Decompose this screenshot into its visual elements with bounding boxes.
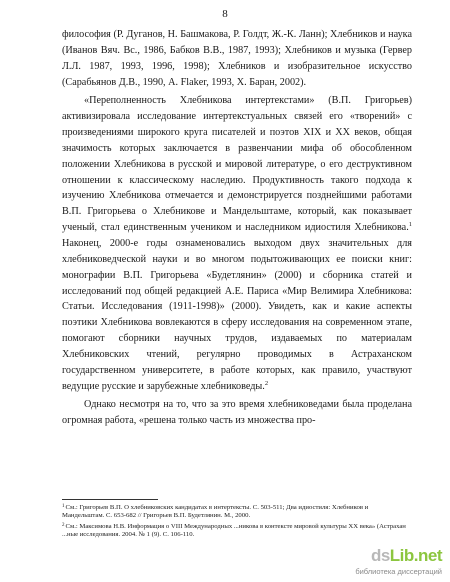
footnote-1-text: См.: Григорьев В.П. О хлебниковских кандидатах в интертексты. С. 503-511; Два идиостиля: Хлебников и Мандельштам. С. 653-682 // Григорьев В.П. Будетлянин. М., 2000. [62, 504, 369, 520]
footnote-1-number: 1 [62, 504, 65, 509]
dslib-watermark[interactable] [332, 546, 444, 578]
dslib-logo [371, 546, 442, 566]
paragraph-2-tail: Наконец, 2000-е годы ознаменовались выходом двух значительных для хлебниковедческой науки и во многом подытоживающих ее поиски книг: монографии В.П. Григорьева «Будетлянин» (2000) и сборника статей и исследований под общей редакцией А.Е. Париса «Мир Велимира Хлебникова: Статьи. Исследования (1911-1998)» (2000). Увидеть, как и какие аспекты поэтики Хлебникова вовлекаются в сферу исследования на современном этапе, помогают сборники научных трудов, издаваемых по материалам Хлебниковских чтений, регулярно проводимых в Астраханском государственном университете, в работе которых, как правило, участвуют ведущие русские и зарубежные хлебниковеды. [62, 237, 412, 392]
footnote-2 [62, 522, 412, 540]
footnote-ref-2: 2 [264, 379, 269, 387]
paragraph-2-text: «Переполненность Хлебникова интертекстами» (В.П. Григорьев) активизировала исследование интертекстуальных связей его «творений» с произведениями широкого круга писателей и поэтов XIX и XX веков, общая значимость которых заключается в развенчании мифа об обособленном положении Хлебникова в русской и мировой литературе, о его деструктивном отношении к классическому наследию. Продуктивность такого подхода к изучению Хлебникова отмечается и демонстрируется позднейшими работами В.П. Григорьева о Хлебникове и Мандельштаме, который, как показывает ученый, стал единственным учеником и наследником идиостиля Хлебникова. [62, 95, 412, 234]
page-number: 8 [222, 8, 228, 20]
footnote-2-number: 2 [62, 522, 65, 528]
logo-main: Lib.net [389, 546, 442, 565]
paragraph-2 [62, 93, 412, 394]
footnote-ref-1: 1 [408, 221, 412, 229]
paragraph-3: Однако несмотря на то, что за это время хлебниковедами была проделана огромная работа, «решена только часть из множества про- [62, 399, 412, 427]
logo-prefix: ds [370, 546, 390, 565]
logo-tagline: библиотека диссертаций [355, 567, 442, 576]
footnote-1 [62, 503, 412, 521]
footnote-divider [62, 499, 158, 500]
footnotes [62, 503, 412, 540]
footnote-2-text: См.: Максимова Н.В. Информация о VIII Международных ...никова в контексте мировой культуры XX века» (Астрахан ...ные исследования. 2004. № 1 (9). С. 106-110. [62, 522, 406, 538]
body-text [62, 27, 412, 432]
paragraph-1: философия (Р. Дуганов, Н. Башмакова, Р. Голдт, Ж.-К. Ланн); Хлебников и наука (Иванов Вяч. Вс., 1986, Бабков В.В., 1987, 1993); Хлебников и музыка (Гервер Л.Л. 1987, 1993, 1996, 1998); Хлебников и изобразительное искусство (Сарабьянов Д.В., 1990, А. Flaker, 1993, Х. Баран, 2002). [62, 29, 412, 88]
